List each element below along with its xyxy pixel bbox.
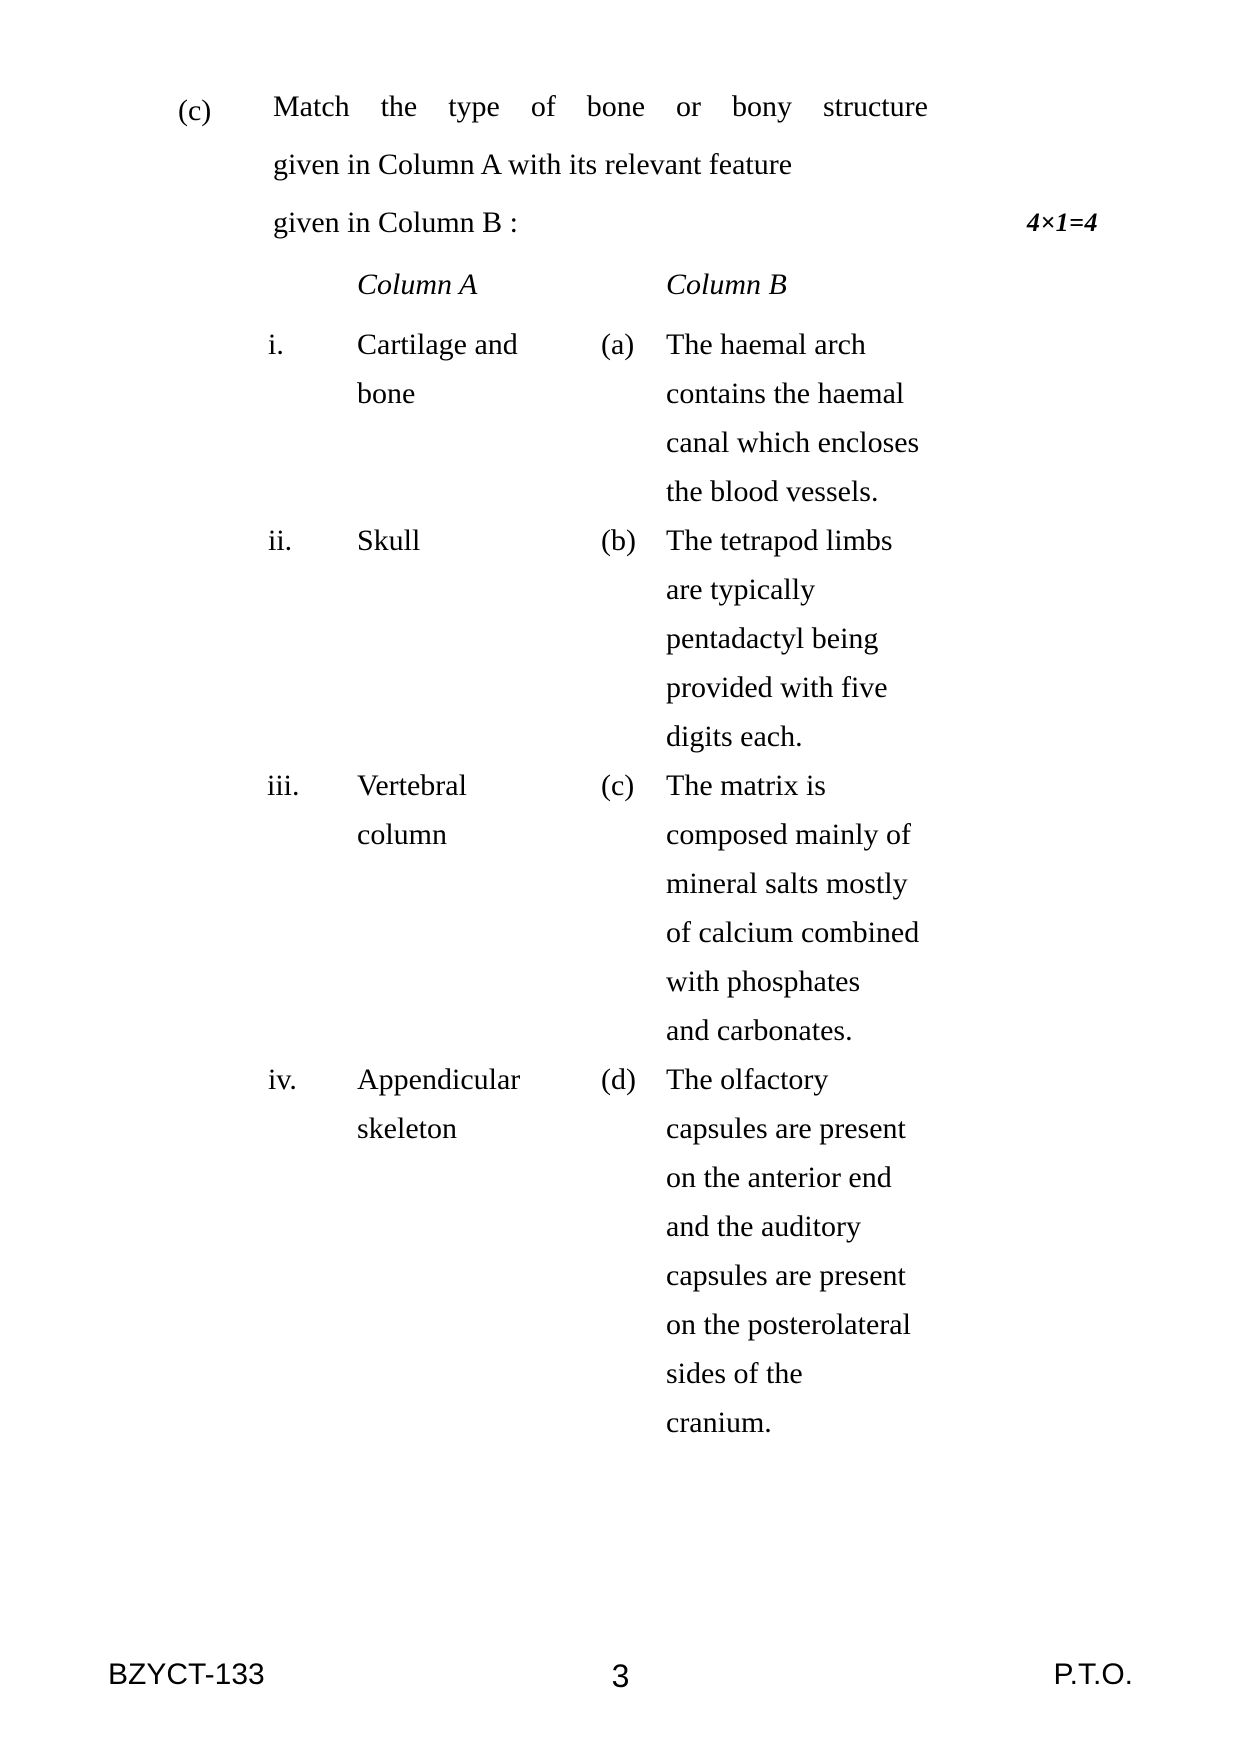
option-text-line: and carbonates. <box>666 1014 853 1047</box>
option-text-line: sides of the <box>666 1357 803 1390</box>
item-text-line: Cartilage and <box>357 328 518 361</box>
option-text <box>666 1055 1031 1447</box>
table-header-row <box>268 268 1028 320</box>
option-letter: (d) <box>601 1063 636 1096</box>
option-letter: (a) <box>601 328 635 361</box>
option-text-line: cranium. <box>666 1406 772 1439</box>
column-a-item-i <box>268 320 598 418</box>
option-letter: (b) <box>601 524 636 557</box>
item-text-line: column <box>357 818 447 851</box>
column-b-item-b <box>601 516 1031 761</box>
question-line-2: given in Column A with its relevant feature <box>273 148 793 181</box>
option-text-line: of calcium combined <box>666 916 920 949</box>
turn-over-label: P.T.O. <box>1053 1658 1133 1691</box>
item-number: ii. <box>268 524 293 557</box>
question-line-1 <box>273 78 928 136</box>
option-text-line: The tetrapod limbs <box>666 524 893 557</box>
question-word: structure <box>822 90 928 123</box>
option-text-line: The matrix is <box>666 769 826 802</box>
option-text-line: on the anterior end <box>666 1161 892 1194</box>
table-rows <box>268 320 1028 1447</box>
option-text-line: The olfactory <box>666 1063 829 1096</box>
option-text-line: capsules are present <box>666 1112 906 1145</box>
option-text-line: pentadactyl being <box>666 622 879 655</box>
option-text <box>666 320 1031 516</box>
item-number: iv. <box>268 1063 297 1096</box>
table-row <box>268 761 1028 1055</box>
option-text <box>666 516 1031 761</box>
marks-allocation: 4×1=4 <box>1026 208 1098 237</box>
question-word: of <box>530 90 556 123</box>
item-number: i. <box>268 328 284 361</box>
option-text-line: on the posterolateral <box>666 1308 911 1341</box>
question-word: the <box>380 90 418 123</box>
item-text <box>357 1055 598 1153</box>
item-text <box>357 761 598 859</box>
question-label: (c) <box>178 94 212 127</box>
table-row <box>268 1055 1028 1447</box>
column-a-item-iii <box>268 761 598 859</box>
option-letter: (c) <box>601 769 635 802</box>
question-word: bony <box>732 90 792 123</box>
question-body <box>273 78 1098 252</box>
item-text-line: Skull <box>357 524 421 557</box>
option-text-line: with phosphates <box>666 965 861 998</box>
question-word: Match <box>273 90 350 123</box>
table-row <box>268 516 1028 761</box>
item-text-line: Vertebral <box>357 769 467 802</box>
question-line-3: given in Column B : <box>273 206 519 239</box>
column-a-item-ii <box>268 516 598 565</box>
item-text <box>357 516 598 565</box>
option-text-line: provided with five <box>666 671 888 704</box>
question-word: bone <box>586 90 646 123</box>
column-a-item-iv <box>268 1055 598 1153</box>
item-text-line: skeleton <box>357 1112 457 1145</box>
option-text-line: capsules are present <box>666 1259 906 1292</box>
question-word: type <box>448 90 500 123</box>
item-text-line: Appendicular <box>357 1063 521 1096</box>
match-the-following-table <box>268 268 1028 1447</box>
option-text-line: contains the haemal <box>666 377 905 410</box>
question-word: or <box>676 90 702 123</box>
option-text-line: and the auditory <box>666 1210 861 1243</box>
option-text-line: The haemal arch <box>666 328 866 361</box>
option-text-line: the blood vessels. <box>666 475 879 508</box>
item-text <box>357 320 598 418</box>
column-b-item-c <box>601 761 1031 1055</box>
column-a-header: Column A <box>357 268 478 301</box>
option-text-line: mineral salts mostly <box>666 867 908 900</box>
column-b-item-d <box>601 1055 1031 1447</box>
option-text-line: digits each. <box>666 720 803 753</box>
option-text-line: are typically <box>666 573 816 606</box>
paper-code: BZYCT-133 <box>108 1658 265 1691</box>
item-number: iii. <box>267 769 300 802</box>
column-b-item-a <box>601 320 1031 516</box>
option-text-line: composed mainly of <box>666 818 911 851</box>
item-text-line: bone <box>357 377 416 410</box>
page-number: 3 <box>611 1658 630 1694</box>
question-block-c <box>178 78 1098 252</box>
table-row <box>268 320 1028 516</box>
column-b-header: Column B <box>666 268 787 301</box>
page-footer <box>0 1658 1241 1702</box>
option-text <box>666 761 1031 1055</box>
option-text-line: canal which encloses <box>666 426 920 459</box>
